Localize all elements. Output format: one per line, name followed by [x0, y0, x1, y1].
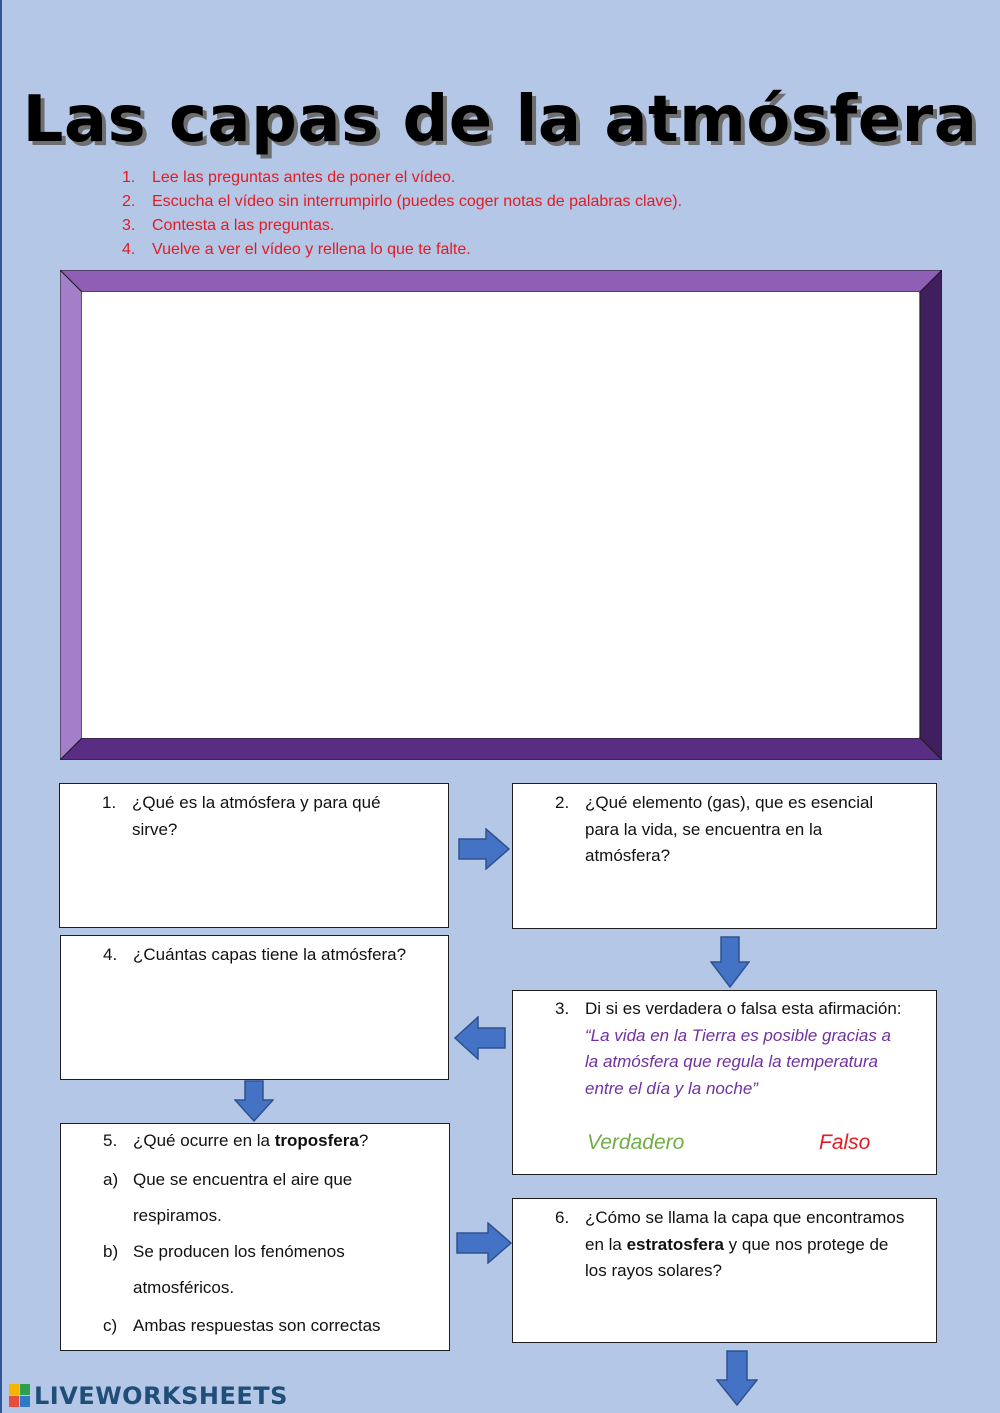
- question-box-4: [60, 935, 449, 1080]
- option-c[interactable]: [103, 1308, 381, 1344]
- question-line: para la vida, se encuentra en la: [585, 819, 823, 839]
- question-text: [585, 1205, 904, 1285]
- page-left-rule: [0, 0, 2, 1413]
- question-line: Di si es verdadera o falsa esta afirmación:: [585, 999, 902, 1018]
- instruction-number: 1.: [122, 169, 136, 186]
- logo-text: LIVEWORKSHEETS: [34, 1382, 288, 1410]
- question-quote: la atmósfera que regula la temperatura: [585, 1052, 878, 1071]
- question-quote: “La vida en la Tierra es posible gracias a: [585, 1025, 892, 1045]
- instruction-text: Contesta a las preguntas.: [152, 217, 335, 234]
- question-text-part: ¿Qué ocurre en la: [133, 1131, 275, 1150]
- question-line: ¿Qué es la atmósfera y para qué: [132, 793, 381, 812]
- arrow-down-icon: [234, 1080, 274, 1122]
- question-number: 2.: [555, 793, 570, 812]
- instruction-item: [122, 190, 682, 214]
- option-b[interactable]: [103, 1234, 345, 1270]
- liveworksheets-logo-icon: [8, 1383, 32, 1409]
- instruction-text: Vuelve a ver el vídeo y rellena lo que te falte.: [152, 241, 471, 258]
- question-keyword: estratosfera: [626, 1234, 724, 1254]
- question-text: [132, 790, 381, 843]
- instruction-text: Escucha el vídeo sin interrumpirlo (puedes coger notas de palabras clave).: [152, 193, 683, 210]
- arrow-right-icon: [458, 828, 510, 870]
- page-title: Las capas de la atmósfera: [22, 83, 978, 157]
- option-text: Que se encuentra el aire que: [133, 1170, 353, 1189]
- question-line: ¿Qué elemento (gas), que es esencial: [585, 793, 874, 812]
- question-box-1: [59, 783, 449, 928]
- question-keyword: troposfera: [274, 1131, 359, 1150]
- question-text: [585, 790, 873, 870]
- question-number: 1.: [102, 793, 117, 812]
- arrow-right-icon: [456, 1222, 512, 1264]
- question-box-3: [512, 990, 937, 1175]
- question-text: [133, 1128, 368, 1155]
- instruction-item: [122, 166, 682, 190]
- question-box-5: [60, 1123, 450, 1351]
- option-text: Se producen los fenómenos: [133, 1242, 345, 1261]
- liveworksheets-logo: [8, 1380, 288, 1412]
- option-a[interactable]: [103, 1162, 352, 1198]
- option-letter: a): [103, 1170, 119, 1189]
- question-quote: entre el día y la noche”: [585, 1078, 758, 1098]
- question-line: sirve?: [132, 819, 178, 839]
- instruction-number: 3.: [122, 217, 136, 234]
- question-number: 6.: [555, 1208, 570, 1227]
- option-text: atmosféricos.: [133, 1278, 235, 1297]
- question-text-part: y que nos protege de: [723, 1234, 889, 1254]
- instruction-number: 4.: [122, 241, 136, 258]
- question-line: atmósfera?: [585, 846, 671, 865]
- question-line: ¿Cómo se llama la capa que encontramos: [585, 1208, 905, 1227]
- arrow-left-icon: [454, 1016, 506, 1060]
- question-number: 3.: [555, 999, 570, 1018]
- instruction-text: Lee las preguntas antes de poner el vídeo.: [152, 169, 456, 186]
- question-line: los rayos solares?: [585, 1261, 723, 1280]
- video-player-area[interactable]: [82, 292, 919, 738]
- option-letter: b): [103, 1242, 119, 1261]
- question-box-2: [512, 783, 937, 929]
- option-b-continued: [103, 1270, 234, 1306]
- arrow-down-icon: [710, 936, 750, 988]
- arrow-down-icon: [716, 1350, 758, 1406]
- question-text-part: en la: [585, 1234, 627, 1254]
- option-letter: c): [103, 1316, 118, 1335]
- instructions-list: [122, 166, 682, 262]
- option-text: Ambas respuestas son correctas: [133, 1316, 381, 1335]
- question-text-part: ?: [358, 1131, 369, 1150]
- question-text: [585, 996, 902, 1102]
- true-option[interactable]: Verdadero: [587, 1131, 685, 1154]
- instruction-item: [122, 214, 682, 238]
- question-number: 5.: [103, 1131, 118, 1150]
- question-text: ¿Cuántas capas tiene la atmósfera?: [133, 945, 407, 964]
- option-text: respiramos.: [133, 1206, 222, 1225]
- instruction-item: [122, 238, 682, 262]
- question-box-6: [512, 1198, 937, 1343]
- false-option[interactable]: Falso: [819, 1131, 871, 1154]
- instruction-number: 2.: [122, 193, 136, 210]
- question-number: 4.: [103, 945, 118, 964]
- option-a-continued: [103, 1198, 222, 1234]
